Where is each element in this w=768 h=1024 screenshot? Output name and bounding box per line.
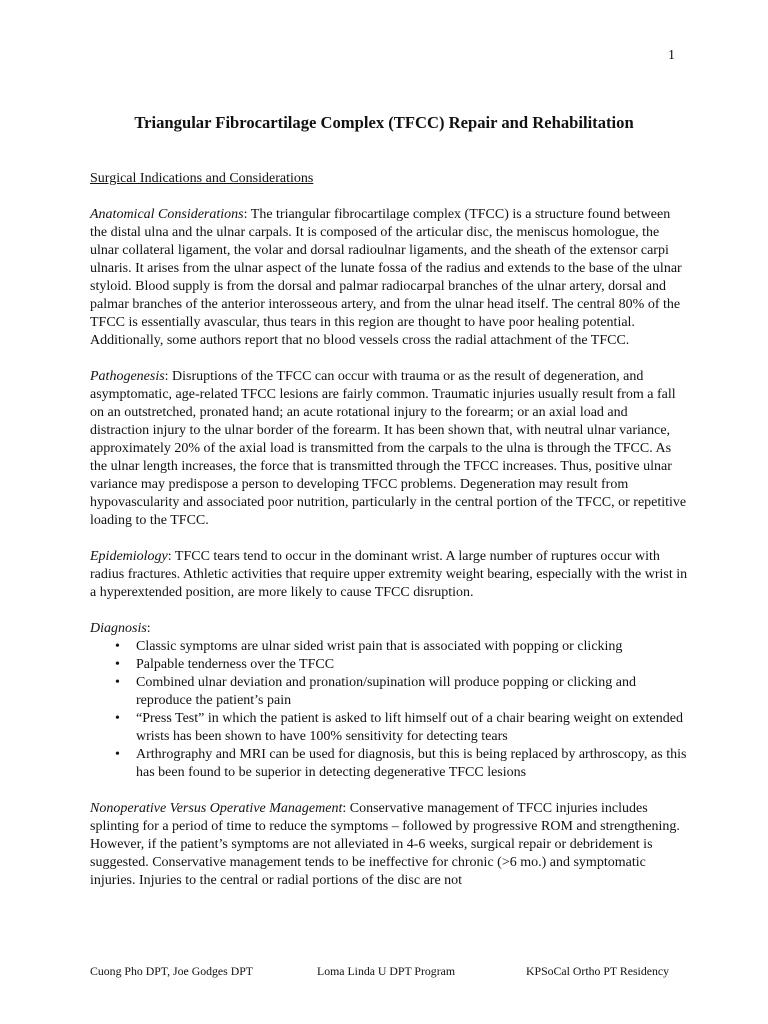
- anatomical-paragraph: [90, 206, 690, 350]
- management-text: : Conservative management of TFCC injuries includes splinting for a period of time to reduce the symptoms – followed by progressive ROM and strengthening. However, if the patient’s symptoms are not alleviated in 4-6 weeks, surgical repair or debridement is suggested. Conservative management tends to be ineffective for chronic (>6 mo.) and symptomatic injuries. Injuries to the central or radial portions of the disc are not: [90, 801, 680, 888]
- pathogenesis-lead: Pathogenesis: [90, 369, 165, 384]
- pathogenesis-paragraph: [90, 368, 690, 530]
- diagnosis-colon: :: [146, 621, 151, 636]
- footer-authors: Cuong Pho DPT, Joe Godges DPT: [90, 964, 253, 978]
- footer-residency: KPSoCal Ortho PT Residency: [526, 964, 669, 978]
- management-lead: Nonoperative Versus Operative Management: [90, 801, 343, 816]
- page-number: 1: [668, 48, 675, 63]
- diagnosis-heading: [90, 620, 690, 638]
- list-item: • Arthrography and MRI can be used for diagnosis, but this is being replaced by arthroscopy, as this has been found to be superior in detecting degenerative TFCC lesions: [90, 746, 690, 782]
- epidemiology-paragraph: [90, 548, 690, 602]
- anatomical-lead: Anatomical Considerations: [90, 207, 244, 222]
- anatomical-text: : The triangular fibrocartilage complex (TFCC) is a structure found between the distal ulna and the ulnar carpals. It is composed of the articular disc, the meniscus homologue, the ulnar collateral ligament, the volar and dorsal radioulnar ligaments, and the sheath of the extensor carpi ulnaris. It arises from the ulnar aspect of the lunate fossa of the radius and extends to the base of the ulnar styloid. Blood supply is from the dorsal and palmar radiocarpal branches of the ulnar artery, dorsal and palmar branches of the anterior interosseous artery, and from the ulnar head itself. The central 80% of the TFCC is essentially avascular, thus tears in this region are thought to have poor healing potential. Additionally, some authors report that no blood vessels cross the radial attachment of the TFCC.: [90, 207, 682, 348]
- footer-program: Loma Linda U DPT Program: [317, 964, 456, 978]
- document-title: Triangular Fibrocartilage Complex (TFCC) Repair and Rehabilitation: [134, 113, 634, 132]
- diagnosis-lead: Diagnosis: [90, 621, 147, 636]
- section-heading: Surgical Indications and Considerations: [90, 171, 314, 186]
- list-item: • “Press Test” in which the patient is asked to lift himself out of a chair bearing weight on extended wrists has been shown to have 100% sensitivity for detecting tears: [90, 710, 690, 746]
- list-item: • Combined ulnar deviation and pronation/supination will produce popping or clicking and reproduce the patient’s pain: [90, 674, 690, 710]
- list-item: • Palpable tenderness over the TFCC: [90, 656, 690, 674]
- epidemiology-text: : TFCC tears tend to occur in the dominant wrist. A large number of ruptures occur with radius fractures. Athletic activities that require upper extremity weight bearing, especially with the wrist in a hyperextended position, are more likely to cause TFCC disruption.: [90, 549, 688, 600]
- diagnosis-list: [90, 638, 690, 782]
- pathogenesis-text: : Disruptions of the TFCC can occur with trauma or as the result of degeneration, and asymptomatic, age-related TFCC lesions are fairly common. Traumatic injuries usually result from a fall on an outstretched, pronated hand; an acute rotational injury to the forearm; or an axial load and distraction injury to the ulnar border of the forearm. It has been shown that, with neutral ulnar variance, approximately 20% of the axial load is transmitted from the carpals to the ulna is through the TFCC. As the ulnar length increases, the force that is transmitted through the TFCC increases. Thus, positive ulnar variance may predispose a person to developing TFCC problems. Degeneration may result from hypovascularity and associated poor nutrition, particularly in the central portion of the TFCC, or repetitive loading to the TFCC.: [90, 369, 687, 528]
- document-body: [90, 170, 690, 908]
- list-item: • Classic symptoms are ulnar sided wrist pain that is associated with popping or clicking: [90, 638, 690, 656]
- management-paragraph: [90, 800, 690, 890]
- epidemiology-lead: Epidemiology: [90, 549, 168, 564]
